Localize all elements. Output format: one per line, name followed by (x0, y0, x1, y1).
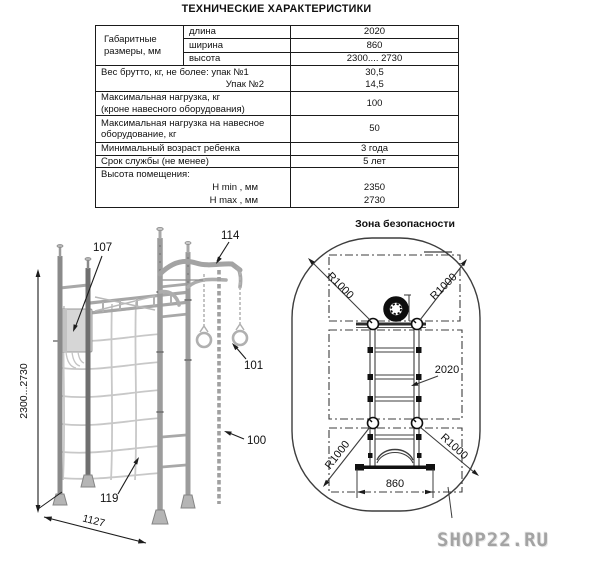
depth-dim-label: 1127 (81, 512, 107, 530)
safety-zone-diagram (283, 233, 493, 523)
service-life-value: 5 лет (291, 155, 459, 168)
radius-label-bottom-right: R1000 (437, 431, 471, 463)
h-min-value: 2350 (363, 182, 386, 193)
radius-label-bottom-left: R1000 (322, 438, 353, 472)
radius-label-top-right: R1000 (428, 271, 460, 303)
width-dim-label: 860 (385, 478, 405, 490)
height-dimension (18, 269, 62, 513)
gross-weight-line2: Упак №2 (225, 78, 264, 90)
table-row (96, 66, 459, 92)
table-row (96, 26, 459, 39)
gross-weight-label (96, 66, 291, 92)
width-label: ширина (184, 39, 291, 53)
height-label: высота (184, 53, 291, 66)
width-value: 860 (291, 39, 459, 53)
max-load-value: 100 (291, 92, 459, 116)
room-height-label: Высота помещения: H min , мм H max , мм (96, 168, 291, 208)
h-max-value: 2730 (363, 195, 386, 206)
length-dim-label: 2020 (434, 364, 460, 376)
safety-zone-title: Зона безопасности (355, 218, 455, 230)
length-value: 2020 (291, 26, 459, 39)
table-row (96, 116, 459, 143)
sports-complex-drawing (0, 222, 300, 562)
table-row (96, 155, 459, 168)
radius-label-top-left: R1000 (324, 270, 356, 302)
spec-table (95, 25, 459, 208)
table-row (96, 168, 459, 208)
mounted-load-value: 50 (291, 116, 459, 143)
dimensions-group-label: Габаритные размеры, мм (96, 26, 184, 66)
pole-top-view (387, 300, 406, 319)
room-height-values (291, 168, 459, 208)
h-min-label: H min , мм (212, 182, 258, 193)
callout-114: 114 (221, 230, 240, 242)
callout-101: 101 (244, 360, 264, 372)
length-label: длина (184, 26, 291, 39)
gross-weight-value1: 30,5 (365, 67, 384, 78)
height-value: 2300.... 2730 (291, 53, 459, 66)
gym-rings (197, 272, 247, 347)
gross-weight-line1: Вес брутто, кг, не более: упак №1 (101, 67, 249, 78)
callout-119: 119 (100, 493, 119, 505)
watermark: SHOP22.RU (437, 529, 549, 551)
cantilever-beam (160, 261, 241, 305)
mounted-load-label: Максимальная нагрузка на навесное оборудование, кг (96, 116, 291, 143)
callout-100: 100 (247, 435, 267, 447)
base-bar (355, 466, 435, 470)
gross-weight-values (291, 66, 459, 92)
depth-dimension (44, 513, 146, 544)
gross-weight-value2: 14,5 (365, 78, 384, 90)
width-dimension (357, 469, 433, 498)
min-age-value: 3 года (291, 143, 459, 156)
post-right (181, 242, 195, 509)
table-row (96, 92, 459, 116)
height-dim-label: 2300...2730 (18, 363, 30, 419)
service-life-label: Срок службы (не менее) (96, 155, 291, 168)
frame-rails (160, 284, 188, 467)
max-load-label: Максимальная нагрузка, кг (кроне навесного оборудования) (96, 92, 291, 116)
table-row (96, 143, 459, 156)
page-title: ТЕХНИЧЕСКИЕ ХАРАКТЕРИСТИКИ (181, 3, 372, 15)
min-age-label: Минимальный возраст ребенка (96, 143, 291, 156)
h-max-label: H max , мм (209, 195, 258, 206)
post-far-left (53, 245, 67, 506)
callout-107: 107 (93, 242, 113, 254)
